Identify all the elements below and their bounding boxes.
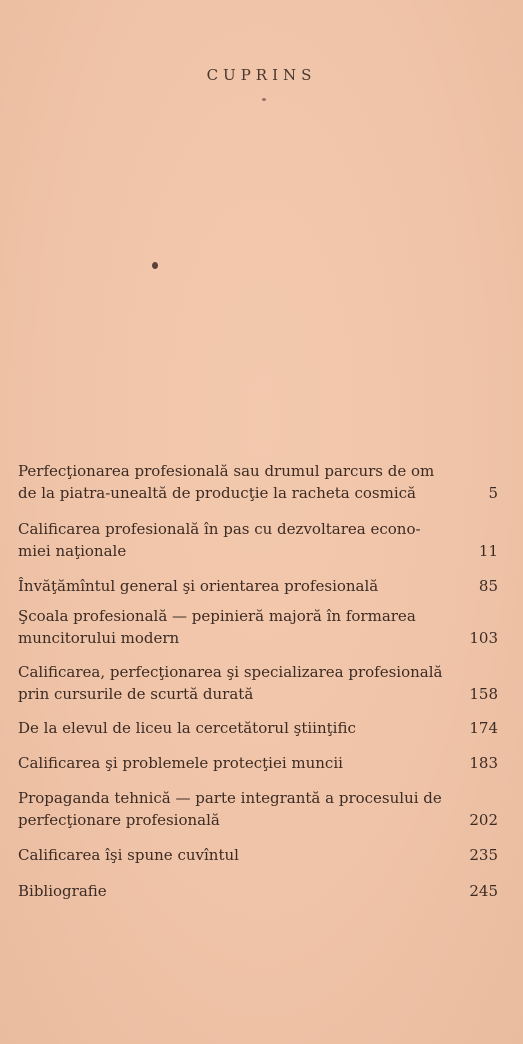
- toc-entry-title-line: Calificarea îşi spune cuvîntul: [18, 846, 239, 864]
- toc-entry-title-line: muncitorului modern: [18, 629, 180, 647]
- toc-entry-title: [18, 575, 500, 597]
- table-of-contents: [18, 460, 500, 902]
- toc-entry-page: 11: [478, 542, 498, 560]
- toc-entry-title-line: Calificarea, perfecţionarea şi specializarea profesională: [18, 663, 443, 681]
- toc-entry: [18, 717, 500, 739]
- toc-entry: [18, 460, 500, 504]
- page-title: CUPRINS: [206, 66, 317, 84]
- toc-entry-title: [18, 880, 500, 902]
- toc-entry-title: [18, 661, 500, 705]
- toc-entry-title-line: Bibliografie: [18, 882, 107, 900]
- toc-entry-page: 235: [469, 846, 498, 864]
- toc-entry-page: 245: [469, 882, 498, 900]
- toc-entry-page: 183: [469, 754, 498, 772]
- toc-entry: [18, 575, 500, 597]
- toc-entry: [18, 518, 500, 562]
- ink-speck: [152, 262, 158, 269]
- toc-entry-page: 158: [469, 685, 498, 703]
- toc-entry-title: [18, 844, 500, 866]
- toc-entry-page: 103: [469, 629, 498, 647]
- toc-entry-title-line: miei naţionale: [18, 542, 127, 560]
- toc-entry-title-line: Calificarea şi problemele protecţiei muncii: [18, 754, 343, 772]
- toc-entry-title: [18, 605, 500, 649]
- toc-entry-title: [18, 460, 500, 504]
- toc-entry-title-line: de la piatra-unealtă de producţie la racheta cosmică: [18, 484, 416, 502]
- toc-entry-title-line: perfecţionare profesională: [18, 811, 220, 829]
- toc-entry: [18, 752, 500, 774]
- toc-entry-title-line: Propaganda tehnică — parte integrantă a procesului de: [18, 789, 442, 807]
- toc-entry-title-line: prin cursurile de scurtă durată: [18, 685, 254, 703]
- ink-speck: [262, 98, 266, 101]
- toc-entry-title-line: De la elevul de liceu la cercetătorul ştiinţific: [18, 719, 356, 737]
- toc-entry-title: [18, 787, 500, 831]
- toc-entry-title: [18, 717, 500, 739]
- toc-entry-title: [18, 518, 500, 562]
- toc-entry-title-line: Şcoala profesională — pepinieră majoră în formarea: [18, 607, 416, 625]
- toc-entry: [18, 787, 500, 831]
- toc-entry: [18, 880, 500, 902]
- toc-entry-title: [18, 752, 500, 774]
- toc-entry-title-line: Perfecţionarea profesională sau drumul parcurs de om: [18, 462, 435, 480]
- toc-entry: [18, 661, 500, 705]
- toc-entry: [18, 844, 500, 866]
- toc-entry-page: 174: [469, 719, 498, 737]
- toc-entry: [18, 605, 500, 649]
- toc-entry-page: 5: [488, 484, 498, 502]
- toc-entry-title-line: Învăţămîntul general şi orientarea profesională: [18, 577, 379, 595]
- toc-entry-title-line: Calificarea profesională în pas cu dezvoltarea econo-: [18, 520, 421, 538]
- toc-entry-page: 202: [469, 811, 498, 829]
- toc-entry-page: 85: [478, 577, 498, 595]
